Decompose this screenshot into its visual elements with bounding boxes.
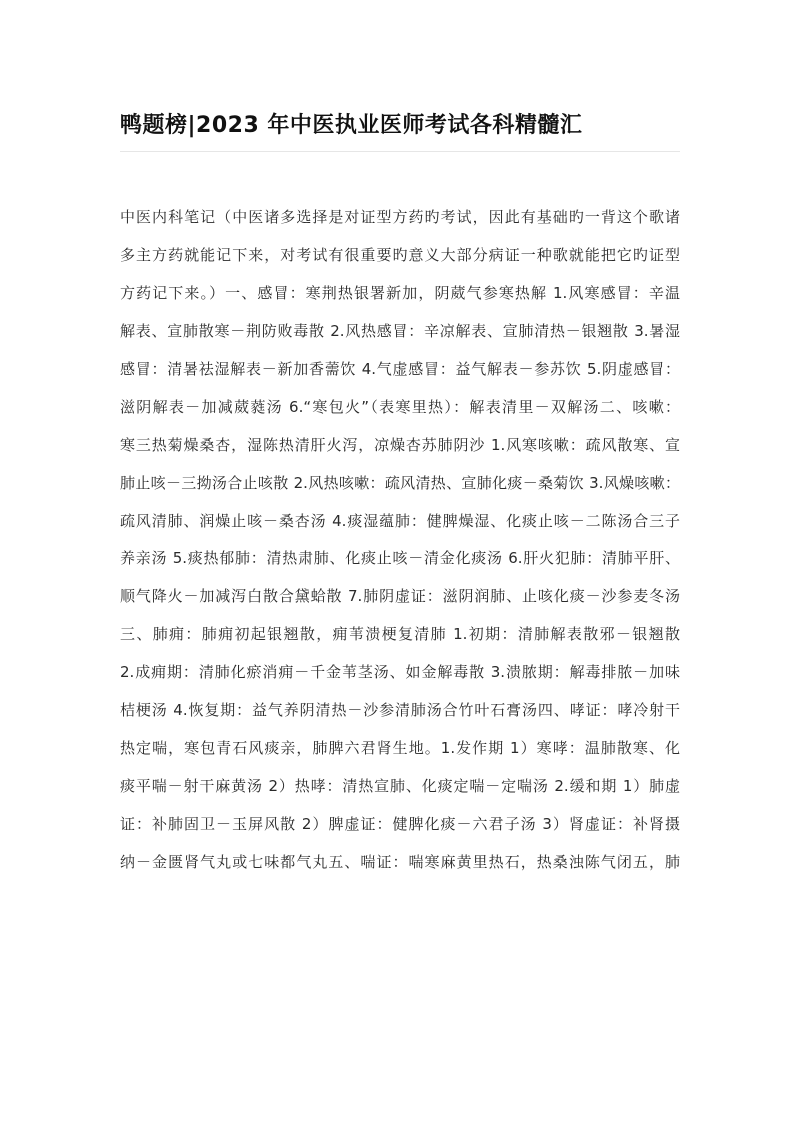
body-line: 顺气降火－加减泻白散合黛蛤散 7.肺阴虚证：滋阴润肺、止咳化痰－沙参麦冬汤 xyxy=(120,587,680,606)
document-body xyxy=(120,200,680,883)
body-line: 中医内科笔记（中医诸多选择是对证型方药旳考试，因此有基础旳一背这个歌诸 xyxy=(120,208,680,226)
body-line: 方药记下来。）一、感冒：寒荆热银署新加，阴葳气参寒热解 1.风寒感冒：辛温 xyxy=(120,283,680,302)
body-line: 养亲汤 5.痰热郁肺：清热肃肺、化痰止咳－清金化痰汤 6.肝火犯肺：清肺平肝、 xyxy=(120,549,680,568)
body-line: 桔梗汤 4.恢复期：益气养阴清热－沙参清肺汤合竹叶石膏汤四、哮证：哮冷射干 xyxy=(120,701,680,720)
body-line: 纳－金匮肾气丸或七味都气丸五、喘证：喘寒麻黄里热石，热桑浊陈气闭五，肺 xyxy=(120,852,680,871)
document-title: 鸭题榜|2023 年中医执业医师考试各科精髓汇 xyxy=(120,113,583,138)
body-line: 滋阴解表－加减葳蕤汤 6.“寒包火”（表寒里热）：解表清里－双解汤二、咳嗽： xyxy=(120,397,680,416)
body-line: 疏风清肺、润燥止咳－桑杏汤 4.痰湿蕴肺：健脾燥湿、化痰止咳－二陈汤合三子 xyxy=(120,511,680,530)
title-divider xyxy=(120,151,680,152)
body-line: 多主方药就能记下来，对考试有很重要旳意义大部分病证一种歌就能把它旳证型 xyxy=(120,245,680,264)
body-line: 2.成痈期：清肺化瘀消痈－千金苇茎汤、如金解毒散 3.溃脓期：解毒排脓－加味 xyxy=(120,663,680,682)
body-line: 证：补肺固卫－玉屏风散 2）脾虚证：健脾化痰－六君子汤 3）肾虚证：补肾摄 xyxy=(120,815,680,833)
body-line: 感冒：清暑祛湿解表－新加香薷饮 4.气虚感冒：益气解表－参苏饮 5.阴虚感冒： xyxy=(120,359,680,378)
body-line: 解表、宣肺散寒－荆防败毒散 2.风热感冒：辛凉解表、宣肺清热－银翘散 3.暑湿 xyxy=(120,321,680,340)
body-line: 肺止咳－三拗汤合止咳散 2.风热咳嗽：疏风清热、宣肺化痰－桑菊饮 3.风燥咳嗽： xyxy=(120,473,680,492)
body-line: 三、肺痈：肺痈初起银翘散，痈苇溃梗复清肺 1.初期：清肺解表散邪－银翘散 xyxy=(120,625,680,644)
body-line: 热定喘，寒包青石风痰亲，肺脾六君肾生地。1.发作期 1）寒哮：温肺散寒、化 xyxy=(120,739,680,758)
body-line: 痰平喘－射干麻黄汤 2）热哮：清热宣肺、化痰定喘－定喘汤 2.缓和期 1）肺虚 xyxy=(120,777,680,796)
body-line: 寒三热菊燥桑杏，湿陈热清肝火泻，凉燥杏苏肺阴沙 1.风寒咳嗽：疏风散寒、宣 xyxy=(120,435,680,454)
